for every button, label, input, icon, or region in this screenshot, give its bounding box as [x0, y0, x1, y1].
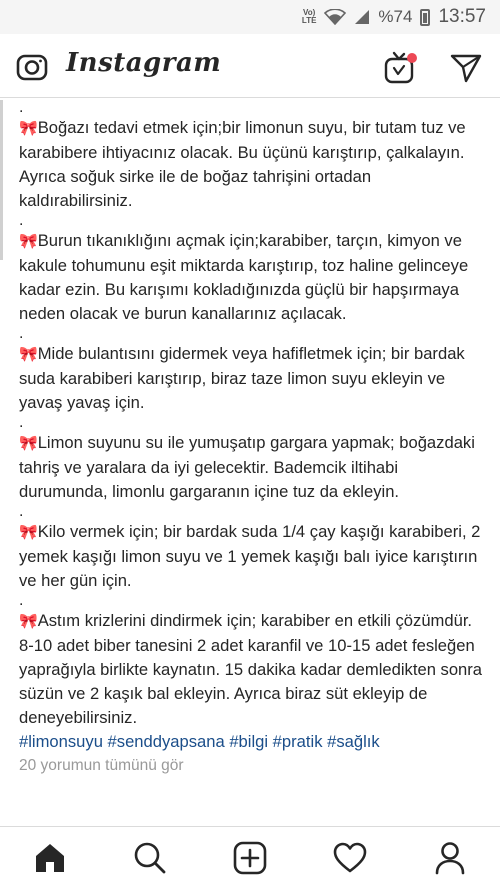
wifi-icon [324, 9, 346, 25]
battery-icon [420, 9, 430, 26]
notification-dot [407, 53, 417, 63]
tip-text: Burun tıkanıklığını açmak için;karabiber, tarçın, kimyon ve kakule tohumunu eşit miktarda karıştırıp, toz haline gelinceye kadar ezin. Bu karışımı kokladığınızda güçlü bir hapşırmaya neden olacak ve burun kanallarınız açılacak. [19, 231, 469, 323]
igtv-icon [382, 50, 418, 86]
signal-icon [354, 9, 370, 25]
hashtags-link[interactable]: #limonsuyu #senddyapsana #bilgi #pratik #sağlık [19, 732, 380, 751]
heart-icon [333, 842, 367, 874]
ribbon-icon: 🎀 [19, 435, 38, 452]
tip-item [19, 520, 489, 593]
tip-text: Boğazı tedavi etmek için;bir limonun suyu, bir tutam tuz ve karabibere ihtiyacınız olacak. Bu üçünü karıştırıp, çalkalayın. Ayrıca soğuk sirke ile de boğaz tahrişini ortadan kaldırabilirsiniz. [19, 118, 466, 210]
battery-percent: %74 [378, 7, 413, 26]
ribbon-icon: 🎀 [19, 346, 38, 363]
tip-text: Kilo vermek için; bir bardak suda 1/4 çay kaşığı karabiberi, 2 yemek kaşığı limon suyu ve 1 yemek kaşığı balı iyice karıştırın ve her gün için. [19, 522, 481, 590]
separator-dot: . [19, 414, 24, 431]
scroll-indicator[interactable] [0, 100, 3, 260]
ribbon-icon: 🎀 [19, 613, 38, 630]
nav-profile[interactable] [420, 833, 480, 883]
tip-item [19, 229, 489, 326]
instagram-header [0, 34, 500, 98]
nav-add-post[interactable] [220, 833, 280, 883]
tip-item [19, 116, 489, 213]
add-post-icon [233, 841, 267, 875]
home-icon [33, 842, 67, 874]
search-icon [133, 841, 167, 875]
volte-bottom-text: LTE [301, 16, 317, 25]
tip-item [19, 609, 489, 730]
ribbon-icon: 🎀 [19, 120, 38, 137]
separator-dot: . [19, 325, 24, 342]
bottom-nav [0, 826, 500, 888]
tip-text: Astım krizlerini dindirmek için; karabiber en etkili çözümdür. 8-10 adet biber tanesini 2 adet karanfil ve 10-15 adet fesleğen yaprağıyla birlikte kaynatın. 15 dakika kadar demledikten sonra süzün ve 2 kaşık bal ekleyin. Ayrıca biraz süt ekleyip de deneyebilirsiniz. [19, 611, 483, 727]
nav-search[interactable] [120, 833, 180, 883]
volte-indicator [302, 9, 317, 25]
clock: 13:57 [438, 6, 486, 27]
ribbon-icon: 🎀 [19, 233, 38, 250]
camera-icon[interactable] [14, 49, 50, 85]
tip-item [19, 431, 489, 504]
separator-dot: . [19, 99, 24, 116]
view-all-comments-link[interactable]: 20 yorumun tümünü gör [19, 757, 184, 774]
app-logo: Instagram [66, 48, 222, 78]
tip-item [19, 342, 489, 415]
profile-icon [434, 841, 466, 875]
ribbon-icon: 🎀 [19, 524, 38, 541]
igtv-button[interactable] [380, 48, 420, 88]
paper-plane-icon [449, 52, 483, 84]
post-caption [19, 100, 489, 778]
tip-text: Mide bulantısını gidermek veya hafifletmek için; bir bardak suda karabiberi karıştırıp, biraz taze limon suyu ekleyin ve yavaş yavaş için. [19, 344, 465, 412]
direct-message-button[interactable] [446, 49, 486, 87]
separator-dot: . [19, 503, 24, 520]
separator-dot: . [19, 212, 24, 229]
separator-dot: . [19, 592, 24, 609]
tip-text: Limon suyunu su ile yumuşatıp gargara yapmak; boğazdaki tahriş ve yaralara da iyi gelecektir. Bademcik iltihabi durumunda, limonlu gargaranın içine tuz da ekleyin. [19, 433, 475, 501]
nav-home[interactable] [20, 833, 80, 883]
volte-top-text: Vo) [303, 8, 316, 17]
nav-activity[interactable] [320, 833, 380, 883]
status-bar [0, 0, 500, 34]
